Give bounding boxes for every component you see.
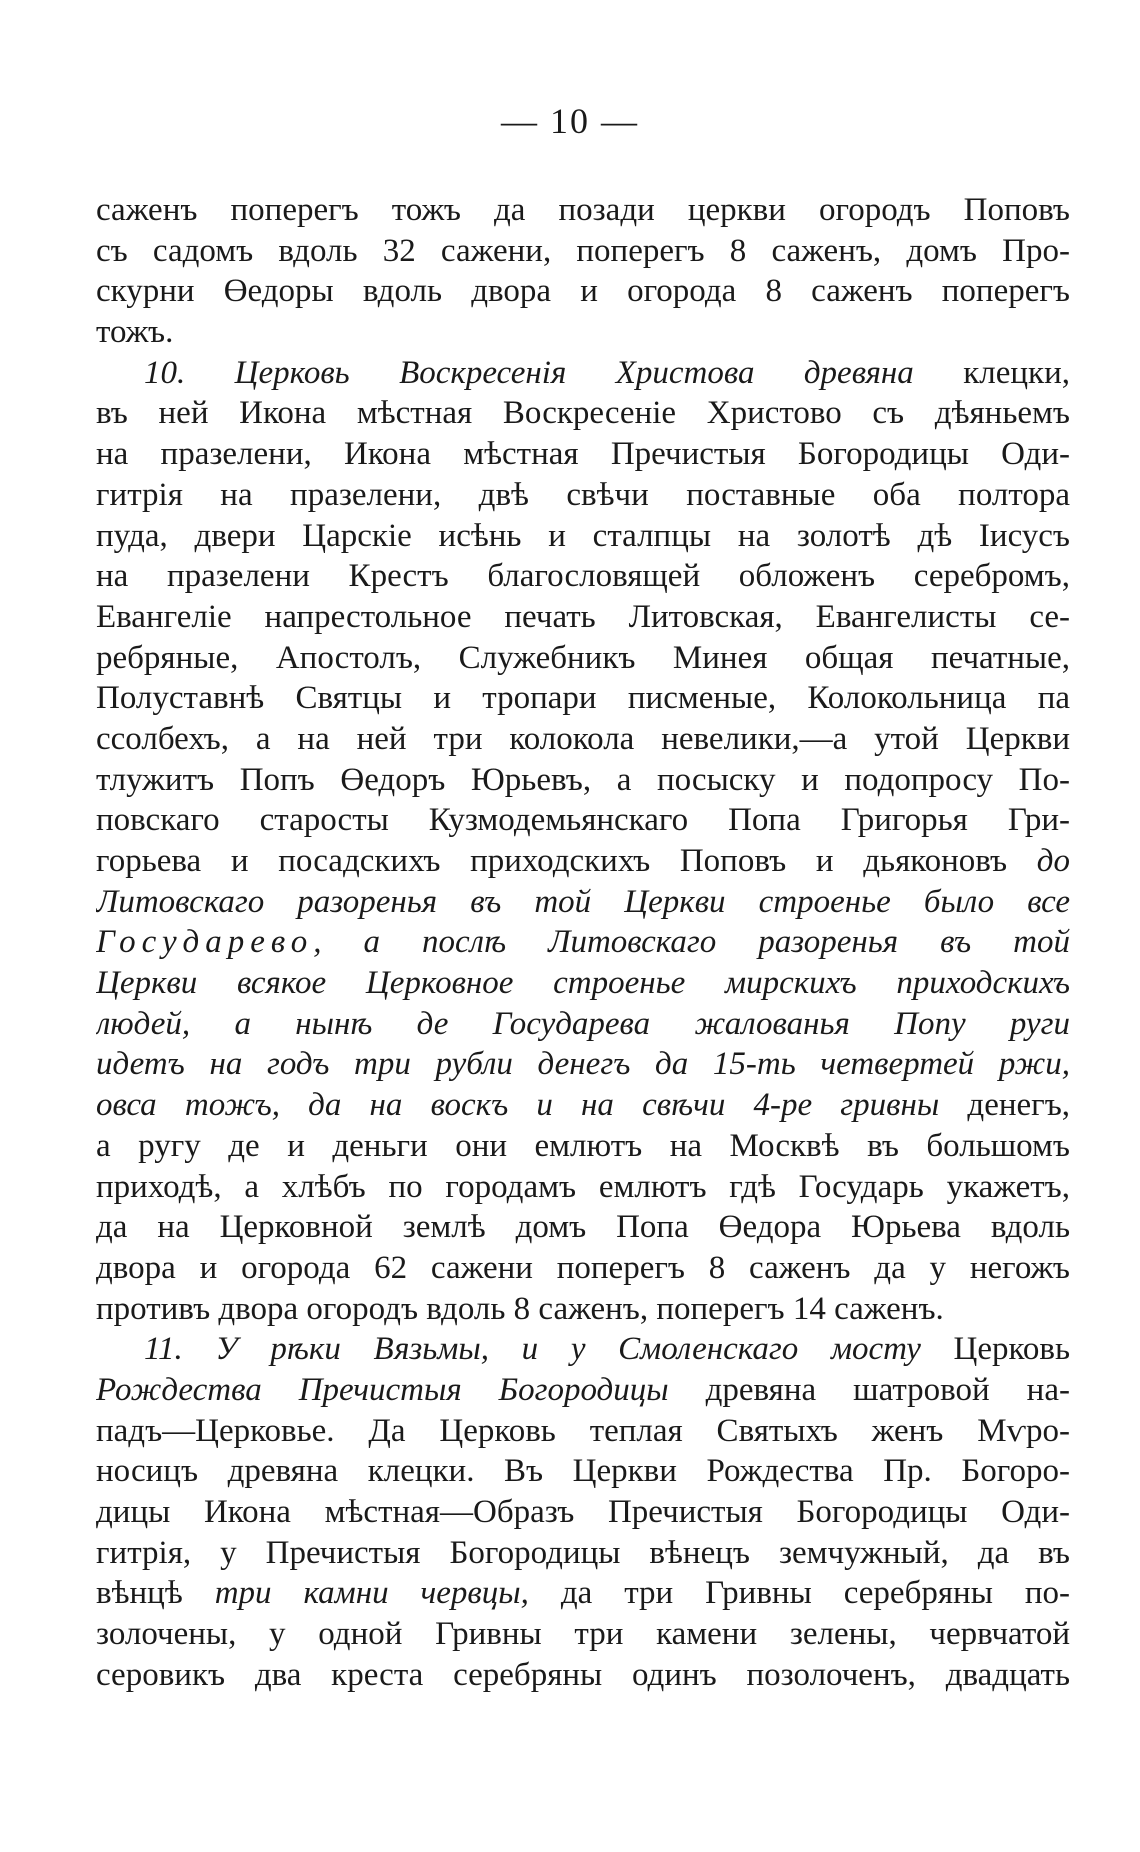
text-line [96, 353, 1070, 394]
text-line [96, 516, 1070, 557]
text-segment: серовикъ два креста серебряны одинъ позолоченъ, двадцать [96, 1656, 1070, 1693]
text-line [96, 393, 1070, 434]
text-line [96, 1573, 1070, 1614]
text-segment: а ругу де и деньги они емлютъ на Москвѣ въ большомъ [96, 1127, 1070, 1164]
text-segment: горьева и посадскихъ приходскихъ Поповъ и дьяконовъ [96, 843, 1037, 879]
text-line [96, 841, 1070, 882]
italic-text: овса тожъ, да на воскъ и на свѣчи 4-ре гривны [96, 1087, 940, 1124]
text-segment: вѣнцѣ [96, 1575, 215, 1612]
text-segment: да три Гривны серебряны по- [528, 1575, 1070, 1612]
text-line [96, 1085, 1070, 1126]
italic-text: Церкви всякое Церковное строенье мирскихъ приходскихъ [96, 965, 1070, 1002]
text-segment: на празелени Крестъ благословящей обложенъ серебромъ, [96, 558, 1070, 595]
text-segment: клецки, [913, 354, 1070, 391]
text-line [96, 231, 1070, 272]
italic-text: Государево [96, 924, 314, 961]
text-line [96, 1329, 1070, 1370]
text-line [96, 719, 1070, 760]
text-segment: золочены, у одной Гривны три камени зелены, червчатой [96, 1616, 1070, 1653]
text-segment: тожъ. [96, 314, 174, 351]
text-segment: да на Церковной землѣ домъ Попа Өедора Юрьева вдоль [96, 1209, 1070, 1246]
page-number: — 10 — [501, 101, 639, 141]
text-line [96, 1289, 1070, 1330]
text-line [96, 922, 1070, 963]
text-line [96, 1533, 1070, 1574]
text-segment: на празелени, Икона мѣстная Пречистыя Богородицы Оди- [96, 436, 1070, 473]
text-line [96, 1451, 1070, 1492]
text-segment: ребряные, Апостолъ, Служебникъ Минея общая печатные, [96, 639, 1070, 676]
text-segment: двора и огорода 62 сажени поперегъ 8 саженъ да у негожъ [96, 1249, 1070, 1286]
text-segment: носицъ древяна клецки. Въ Церкви Рождества Пр. Богоро- [96, 1453, 1070, 1490]
text-line [96, 1207, 1070, 1248]
text-segment: Церковь [920, 1331, 1070, 1368]
text-segment: Евангеліе напрестольное печать Литовская, Евангелисты се- [96, 598, 1070, 635]
text-line [96, 475, 1070, 516]
text-line [96, 556, 1070, 597]
text-segment: противъ двора огородъ вдоль 8 саженъ, поперегъ 14 саженъ. [96, 1290, 944, 1327]
text-line [96, 963, 1070, 1004]
text-segment: Полуставнѣ Святцы и тропари писменые, Колокольница па [96, 680, 1070, 717]
text-line [96, 271, 1070, 312]
text-segment: саженъ поперегъ тожъ да позади церкви огородъ Поповъ [96, 192, 1070, 228]
text-segment: скурни Өедоры вдоль двора и огорода 8 саженъ поперегъ [96, 273, 1070, 310]
italic-text: Литовскаго разоренья въ той Церкви строенье было все [96, 883, 1070, 920]
italic-text: Рождества Пречистыя Богородицы [96, 1371, 669, 1408]
text-line [96, 190, 1070, 231]
text-line [96, 760, 1070, 801]
italic-text: идетъ на годъ три рубли денегъ да 15-ть четвертей ржи, [96, 1046, 1070, 1083]
text-segment: тлужитъ Попъ Өедоръ Юрьевъ, а посыску и подопросу По- [96, 761, 1070, 798]
text-line [96, 638, 1070, 679]
text-line [96, 1167, 1070, 1208]
italic-text: 10. Церковь Воскресенія Христова древяна [144, 354, 914, 391]
text-line [96, 597, 1070, 638]
text-line [96, 800, 1070, 841]
italic-text: до [1036, 843, 1070, 879]
text-segment: приходѣ, а хлѣбъ по городамъ емлютъ гдѣ Государь укажетъ, [96, 1168, 1070, 1205]
body-text [96, 190, 1070, 1695]
italic-text: , а послѣ Литовскаго разоренья въ той [313, 924, 1070, 961]
italic-text: 11. У рѣки Вязьмы, и у Смоленскаго мосту [144, 1331, 921, 1368]
text-line [96, 678, 1070, 719]
text-segment: съ садомъ вдоль 32 сажени, поперегъ 8 саженъ, домъ Про- [96, 232, 1070, 269]
text-segment: ссолбехъ, а на ней три колокола невелики,—а утой Церкви [96, 720, 1070, 757]
text-line [96, 1004, 1070, 1045]
text-line [96, 1044, 1070, 1085]
text-segment: денегъ, [939, 1087, 1070, 1124]
italic-text: людей, а нынѣ де Государева жалованья Попу руги [96, 1005, 1070, 1042]
text-segment: древяна шатровой на- [668, 1371, 1070, 1408]
text-line [96, 434, 1070, 475]
text-segment: падъ—Церковье. Да Церковь теплая Святыхъ женъ Мѵро- [96, 1412, 1070, 1449]
text-line [96, 1614, 1070, 1655]
text-line [96, 1126, 1070, 1167]
text-line [96, 1248, 1070, 1289]
text-segment: дицы Икона мѣстная—Образъ Пречистыя Богородицы Оди- [96, 1494, 1070, 1530]
text-line [96, 1370, 1070, 1411]
text-line [96, 1492, 1070, 1533]
text-segment: гитрія, у Пречистыя Богородицы вѣнецъ земчужный, да въ [96, 1534, 1070, 1571]
text-segment: повскаго старосты Кузмодемьянскаго Попа Григорья Гри- [96, 802, 1070, 839]
text-segment: въ ней Икона мѣстная Воскресеніе Христово съ дѣяньемъ [96, 395, 1070, 432]
text-segment: пуда, двери Царскіе исѣнь и сталпцы на золотѣ дѣ Іисусъ [96, 517, 1070, 554]
text-line [96, 1411, 1070, 1452]
text-line [96, 882, 1070, 923]
text-line [96, 312, 1070, 353]
text-line [96, 1655, 1070, 1696]
text-segment: гитрія на празелени, двѣ свѣчи поставные оба полтора [96, 476, 1070, 513]
italic-text: три камни червцы, [214, 1575, 529, 1612]
